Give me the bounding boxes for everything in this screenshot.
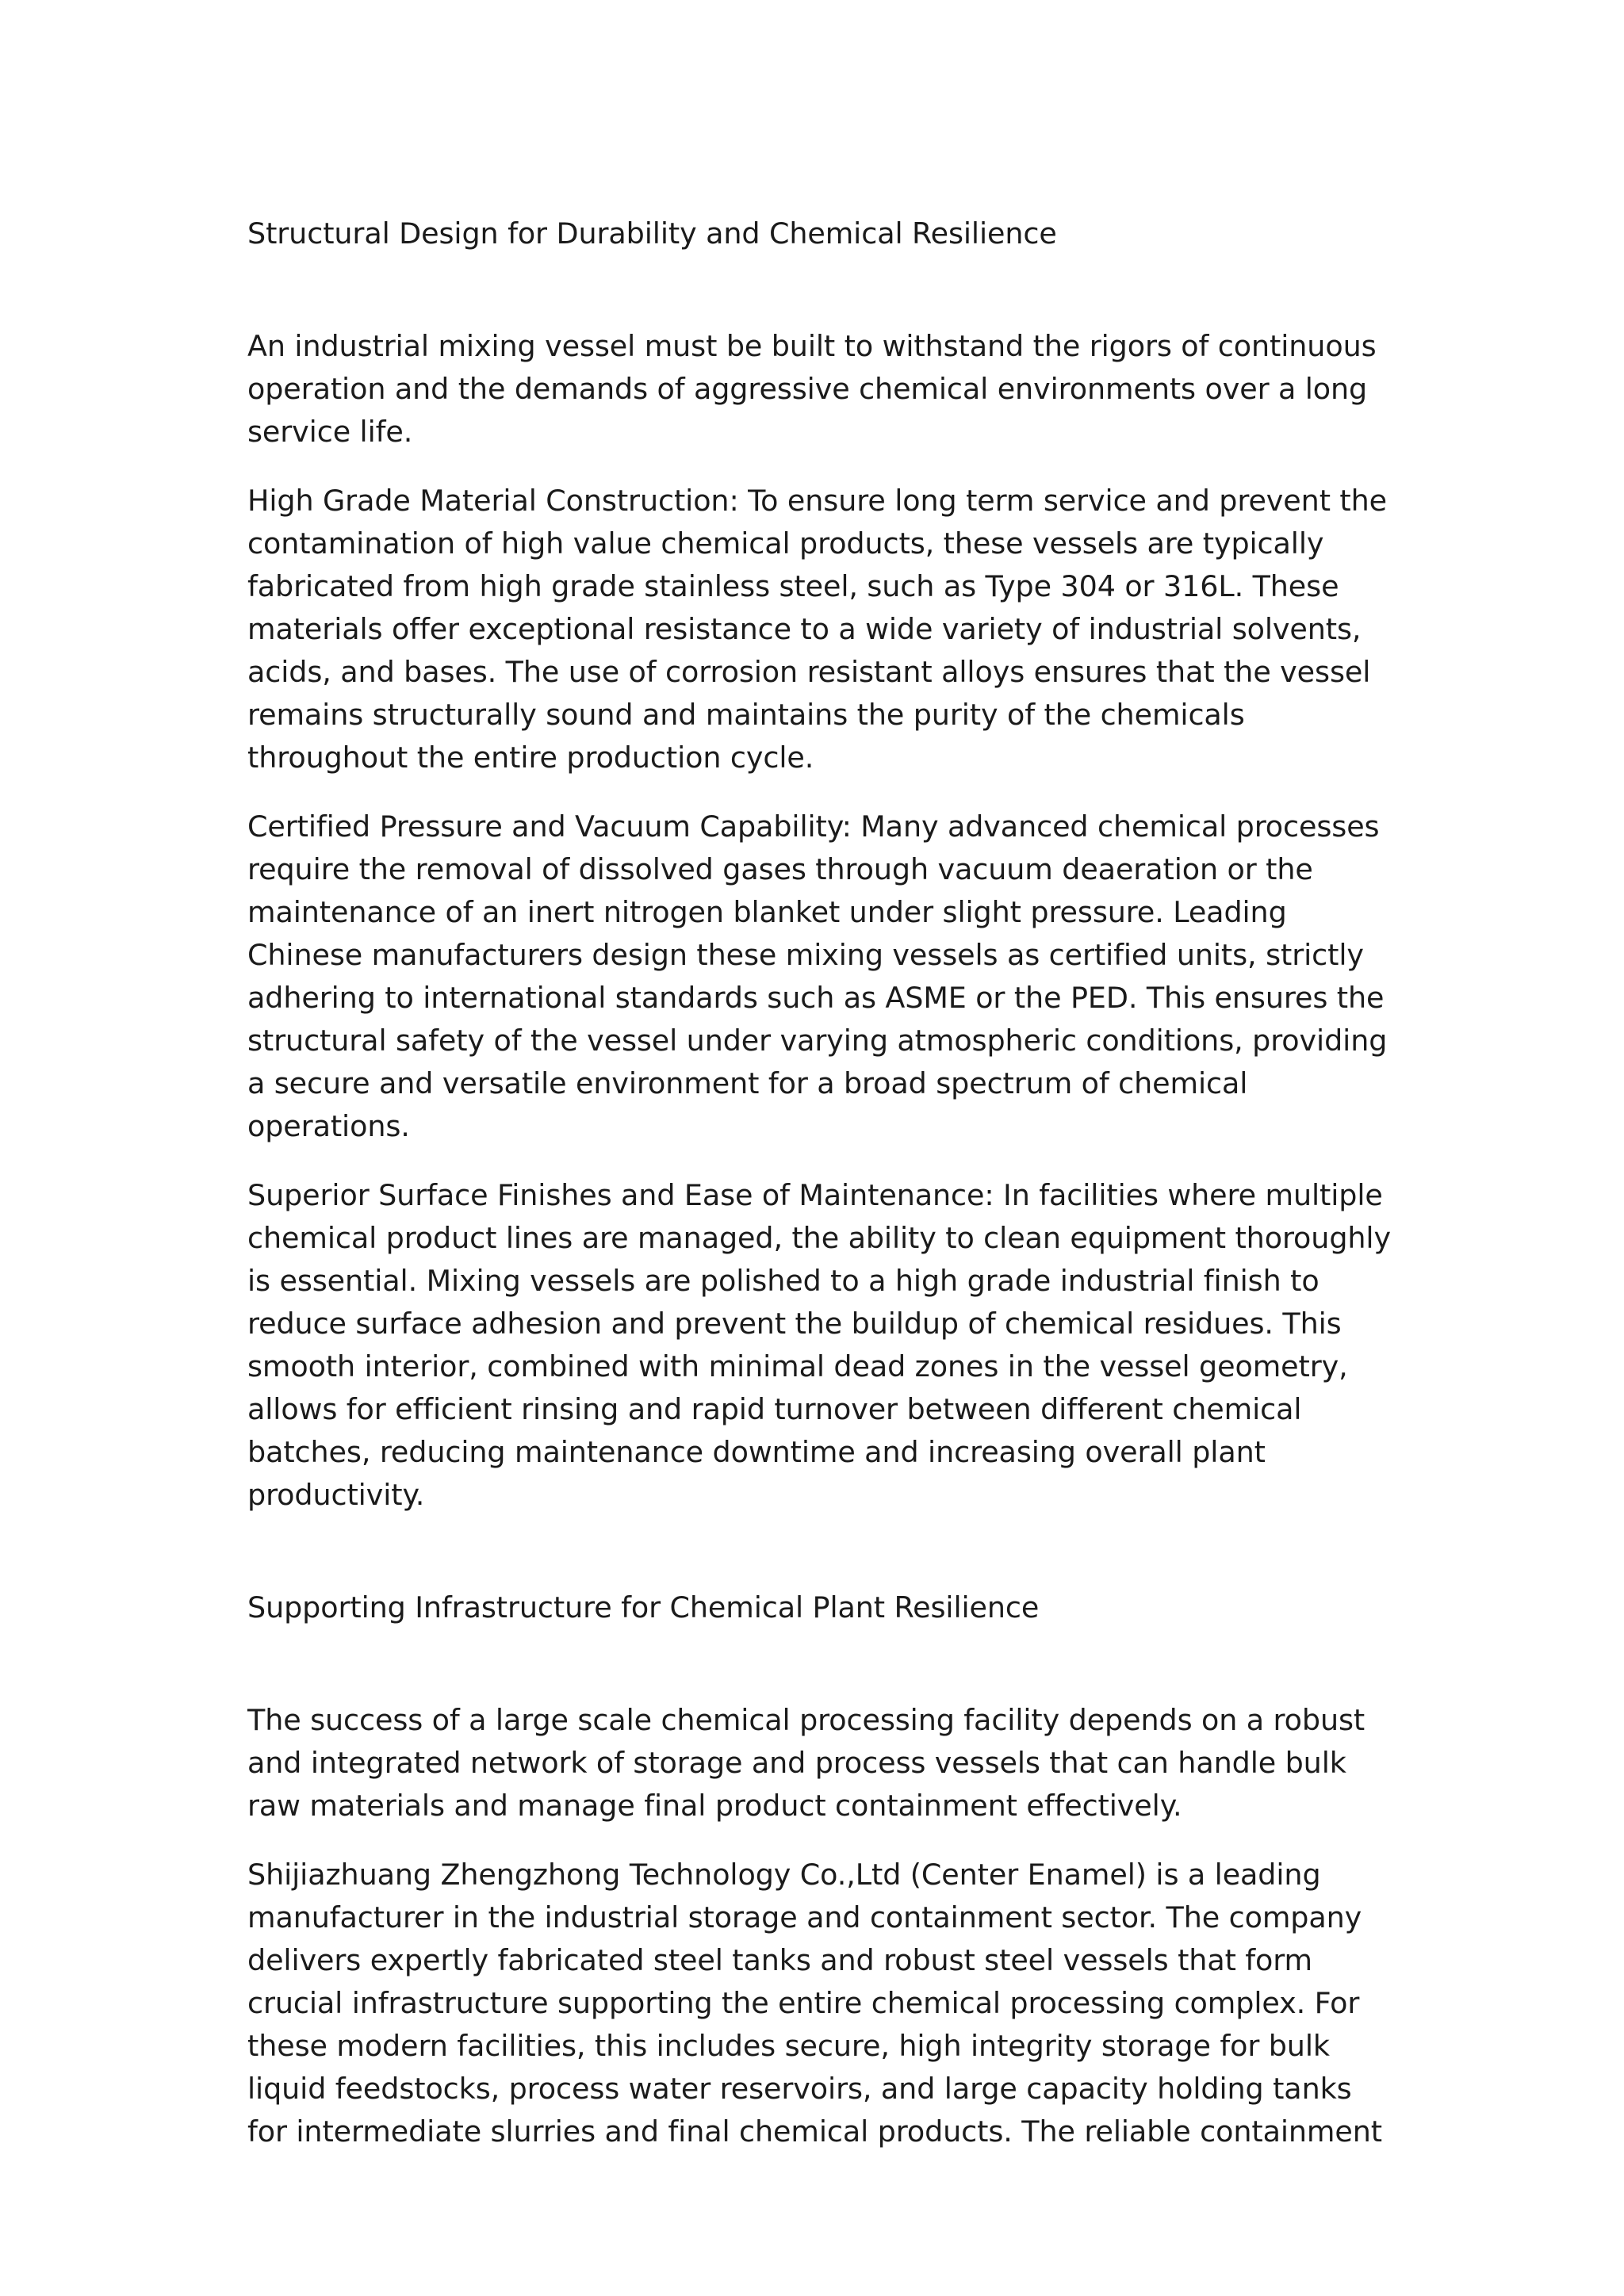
- section-heading-structural-design: Structural Design for Durability and Chemical Resilience: [247, 216, 1057, 251]
- paragraph-pressure-vacuum: Certified Pressure and Vacuum Capability: Many advanced chemical processes require the removal of dissolved gases through vacuum deaeration or the maintenance of an inert nitrogen blanket under slight pressure. Leading Chinese manufacturers design these mixing vessels as certified units, strictly adhering to international standards such as ASME or the PED. This ensures the structural safety of the vessel under varying atmospheric conditions, providing a secure and versatile environment for a broad spectrum of chemical operations.: [247, 809, 1388, 1143]
- paragraph-intro-mixing-vessel: An industrial mixing vessel must be built to withstand the rigors of continuous operation and the demands of aggressive chemical environments over a long service life.: [247, 329, 1377, 449]
- document-body: [247, 212, 1397, 2153]
- section-heading-supporting-infrastructure: Supporting Infrastructure for Chemical Plant Resilience: [247, 1590, 1040, 1624]
- paragraph-surface-finishes: Superior Surface Finishes and Ease of Maintenance: In facilities where multiple chemical product lines are managed, the ability to clean equipment thoroughly is essential. Mixing vessels are polished to a high grade industrial finish to reduce surface adhesion and prevent the buildup of chemical residues. This smooth interior, combined with minimal dead zones in the vessel geometry, allows for efficient rinsing and rapid turnover between different chemical batches, reducing maintenance downtime and increasing overall plant productivity.: [247, 1178, 1391, 1512]
- paragraph-processing-facility: The success of a large scale chemical processing facility depends on a robust and integrated network of storage and process vessels that can handle bulk raw materials and manage final product containment effectively.: [247, 1703, 1365, 1823]
- paragraph-material-construction: High Grade Material Construction: To ensure long term service and prevent the contamination of high value chemical products, these vessels are typically fabricated from high grade stainless steel, such as Type 304 or 316L. These materials offer exceptional resistance to a wide variety of industrial solvents, acids, and bases. The use of corrosion resistant alloys ensures that the vessel remains structurally sound and maintains the purity of the chemicals throughout the entire production cycle.: [247, 484, 1388, 775]
- paragraph-center-enamel: Shijiazhuang Zhengzhong Technology Co.,Ltd (Center Enamel) is a leading manufacturer in the industrial storage and containment sector. The company delivers expertly fabricated steel tanks and robust steel vessels that form crucial infrastructure supporting the entire chemical processing complex. For these modern facilities, this includes secure, high integrity storage for bulk liquid feedstocks, process water reservoirs, and large capacity holding tanks for intermediate slurries and final chemical products. The reliable containment: [247, 1858, 1382, 2149]
